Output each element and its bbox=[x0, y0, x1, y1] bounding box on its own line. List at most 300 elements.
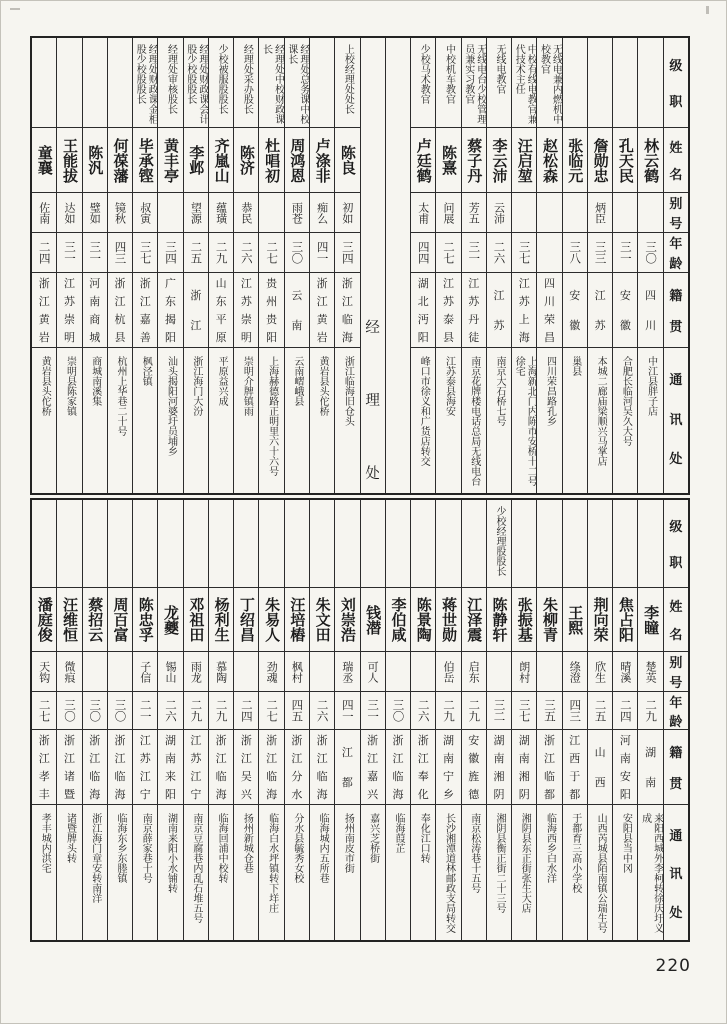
age-cell: 二五 bbox=[588, 692, 612, 730]
address-cell: 云南嶍峨县 bbox=[291, 356, 303, 406]
address-cell: 上海新北门内陈市安桥十二号徐宅 bbox=[513, 356, 537, 486]
rank-cell bbox=[537, 500, 561, 588]
alias-cell bbox=[411, 652, 435, 692]
name-cell: 卢涤非 bbox=[310, 128, 334, 193]
alias-cell: 绦澄 bbox=[563, 652, 587, 692]
alias-cell: 子信 bbox=[133, 652, 157, 692]
origin-cell: 浙 江 诸 暨 bbox=[57, 730, 81, 805]
name-cell: 陈静轩 bbox=[487, 588, 511, 652]
name-cell: 毕承铿 bbox=[133, 128, 157, 193]
person-column bbox=[563, 38, 588, 493]
rank-cell: 少校被服股股长 bbox=[209, 38, 233, 128]
name-cell: 童襄 bbox=[32, 128, 56, 193]
name-cell: 赵松森 bbox=[537, 128, 561, 193]
age-cell: 二七 bbox=[259, 233, 283, 273]
name-cell: 蔡子丹 bbox=[462, 128, 486, 193]
person-column bbox=[158, 38, 183, 493]
person-column bbox=[259, 38, 284, 493]
address-cell: 扬州南皮市街 bbox=[342, 813, 354, 873]
person-column bbox=[436, 38, 461, 493]
address-cell: 临海东乡东塍镇 bbox=[115, 813, 127, 883]
address-cell: 南京花牌楼电话总局无线电台 bbox=[468, 356, 480, 486]
alias-cell bbox=[83, 652, 107, 692]
address-cell: 黄岩县头佗桥 bbox=[317, 356, 329, 416]
person-column bbox=[613, 500, 638, 940]
name-cell: 王能拔 bbox=[57, 128, 81, 193]
person-column bbox=[285, 500, 310, 940]
name-cell: 杜唱初 bbox=[259, 128, 283, 193]
rank-cell bbox=[234, 500, 258, 588]
alias-cell: 可人 bbox=[361, 652, 385, 692]
origin-cell: 浙 江 黄 岩 bbox=[32, 273, 56, 348]
address-cell: 崇明介牌镇雨 bbox=[241, 356, 253, 416]
age-cell: 二九 bbox=[209, 233, 233, 273]
spacer-column bbox=[386, 38, 411, 493]
person-column bbox=[108, 38, 133, 493]
name-cell: 卢廷鹤 bbox=[411, 128, 435, 193]
origin-cell: 江 都 bbox=[335, 730, 359, 805]
address-cell: 临海西乡白水洋 bbox=[544, 813, 556, 883]
address-cell: 浙江临海旧仓头 bbox=[342, 356, 354, 426]
origin-cell: 河 南 安 阳 bbox=[613, 730, 637, 805]
name-cell: 朱易人 bbox=[259, 588, 283, 652]
header-label-cell: 通 讯 处 bbox=[669, 828, 683, 921]
name-cell: 汪培樁 bbox=[285, 588, 309, 652]
alias-cell: 太甫 bbox=[411, 193, 435, 233]
alias-cell bbox=[158, 193, 182, 233]
rank-cell bbox=[32, 38, 56, 128]
address-cell: 嘉兴芝桥街 bbox=[367, 813, 379, 863]
name-cell: 钱潜 bbox=[361, 588, 385, 652]
person-column bbox=[209, 38, 234, 493]
rank-cell: 经理处采办股长 bbox=[234, 38, 258, 128]
header-label-cell: 年 龄 bbox=[664, 692, 688, 730]
rank-cell bbox=[563, 38, 587, 128]
alias-cell: 瑞丞 bbox=[335, 652, 359, 692]
rank-cell: 中校有线电教官兼代技术主任 bbox=[512, 38, 536, 128]
name-cell: 蒋世勋 bbox=[436, 588, 460, 652]
address-cell: 南京松涛巷十五号 bbox=[468, 813, 480, 893]
person-column bbox=[184, 500, 209, 940]
person-column bbox=[487, 500, 512, 940]
rank-cell: 无线电兼内燃机中校教官 bbox=[537, 38, 561, 128]
alias-cell bbox=[487, 652, 511, 692]
alias-cell: 启东 bbox=[462, 652, 486, 692]
person-column bbox=[83, 38, 108, 493]
origin-cell: 江 西 于 都 bbox=[563, 730, 587, 805]
origin-cell: 山 东 平 原 bbox=[209, 273, 233, 348]
person-column bbox=[83, 500, 108, 940]
name-cell: 陈济 bbox=[234, 128, 258, 193]
origin-cell: 浙 江 奉 化 bbox=[411, 730, 435, 805]
origin-cell: 江 苏 江 宁 bbox=[133, 730, 157, 805]
name-cell: 孔天民 bbox=[613, 128, 637, 193]
alias-cell bbox=[563, 193, 587, 233]
rank-cell: 经理处财政课金柜股少校股股长 bbox=[133, 38, 157, 128]
address-cell: 浙江海门章安转南洋 bbox=[89, 813, 101, 903]
person-column bbox=[209, 500, 234, 940]
roster-table-top bbox=[30, 36, 690, 495]
rank-cell bbox=[133, 500, 157, 588]
alias-cell: 蕴璜 bbox=[209, 193, 233, 233]
origin-cell: 浙 江 临 海 bbox=[108, 730, 132, 805]
person-column bbox=[133, 500, 158, 940]
page-number: 220 bbox=[655, 956, 691, 976]
name-cell: 陈忠孚 bbox=[133, 588, 157, 652]
person-column bbox=[563, 500, 588, 940]
person-column bbox=[386, 500, 411, 940]
header-label-cell: 籍 贯 bbox=[664, 730, 688, 805]
header-label-cell: 籍 贯 bbox=[664, 273, 688, 348]
address-cell: 南京豆腐巷内乱石堆五号 bbox=[190, 813, 202, 923]
rank-cell bbox=[613, 500, 637, 588]
scan-artifact bbox=[706, 6, 709, 14]
alias-cell: 欣生 bbox=[588, 652, 612, 692]
origin-cell: 浙 江 临 海 bbox=[310, 730, 334, 805]
name-cell: 陈熹 bbox=[436, 128, 460, 193]
rank-cell bbox=[184, 500, 208, 588]
alias-cell: 枫村 bbox=[285, 652, 309, 692]
name-cell: 林云鹤 bbox=[638, 128, 662, 193]
age-cell: 二九 bbox=[638, 692, 662, 730]
person-column bbox=[537, 38, 562, 493]
address-cell: 山西芮城县陌南镇公瑞生号 bbox=[595, 813, 607, 933]
name-cell: 黄丰亭 bbox=[158, 128, 182, 193]
age-cell: 二六 bbox=[411, 692, 435, 730]
name-cell: 江泽震 bbox=[462, 588, 486, 652]
origin-cell: 江 苏 崇 明 bbox=[234, 273, 258, 348]
rank-cell bbox=[512, 500, 536, 588]
origin-cell: 浙 江 黄 岩 bbox=[310, 273, 334, 348]
age-cell: 三一 bbox=[83, 233, 107, 273]
rank-cell bbox=[436, 500, 460, 588]
origin-cell: 四 川 荣 昌 bbox=[537, 273, 561, 348]
age-cell: 二六 bbox=[487, 233, 511, 273]
address-cell: 商城南溪集 bbox=[89, 356, 101, 406]
person-column bbox=[285, 38, 310, 493]
origin-cell: 湖 南 湘 阴 bbox=[512, 730, 536, 805]
age-cell: 三一 bbox=[361, 692, 385, 730]
alias-cell bbox=[613, 193, 637, 233]
age-cell: 三〇 bbox=[386, 692, 410, 730]
alias-cell: 雨龙 bbox=[184, 652, 208, 692]
rank-cell bbox=[32, 500, 56, 588]
age-cell: 四一 bbox=[335, 692, 359, 730]
age-cell: 二九 bbox=[436, 692, 460, 730]
person-column bbox=[588, 38, 613, 493]
origin-cell: 江 苏 bbox=[487, 273, 511, 348]
person-column bbox=[588, 500, 613, 940]
alias-cell bbox=[310, 652, 334, 692]
alias-cell: 天钩 bbox=[32, 652, 56, 692]
origin-cell: 浙 江 嘉 兴 bbox=[361, 730, 385, 805]
person-column bbox=[108, 500, 133, 940]
rank-cell bbox=[83, 38, 107, 128]
age-cell: 二六 bbox=[310, 692, 334, 730]
rank-cell bbox=[57, 38, 81, 128]
origin-cell: 贵 州 贵 阳 bbox=[259, 273, 283, 348]
rank-cell bbox=[108, 38, 132, 128]
age-cell: 二四 bbox=[32, 233, 56, 273]
age-cell: 四三 bbox=[563, 692, 587, 730]
origin-cell: 湖 南 bbox=[638, 730, 662, 805]
rank-cell bbox=[361, 500, 385, 588]
name-cell: 蔡招云 bbox=[83, 588, 107, 652]
header-column bbox=[664, 500, 688, 940]
rank-cell: 经理处总务课中校课长 bbox=[285, 38, 309, 128]
origin-cell: 浙 江 吴 兴 bbox=[234, 730, 258, 805]
rank-cell: 无线电教官 bbox=[487, 38, 511, 128]
alias-cell: 望源 bbox=[184, 193, 208, 233]
age-cell: 二五 bbox=[184, 233, 208, 273]
age-cell: 三〇 bbox=[285, 233, 309, 273]
name-cell: 齐嵐山 bbox=[209, 128, 233, 193]
origin-cell: 江 苏 崇 明 bbox=[57, 273, 81, 348]
rank-cell bbox=[613, 38, 637, 128]
name-cell: 邓祖田 bbox=[184, 588, 208, 652]
address-cell: 临海白水坪镇转下垟庄 bbox=[266, 813, 278, 913]
address-cell: 黄岩县头佗桥 bbox=[39, 356, 51, 416]
origin-cell: 浙 江 孝 丰 bbox=[32, 730, 56, 805]
rank-cell: 经理处财政课会计股少校股股长 bbox=[184, 38, 208, 128]
person-column bbox=[638, 38, 663, 493]
address-cell: 江苏泰县海安 bbox=[443, 356, 455, 416]
rank-cell bbox=[158, 500, 182, 588]
age-cell: 三八 bbox=[563, 233, 587, 273]
origin-cell: 浙 江 临 都 bbox=[537, 730, 561, 805]
rank-cell: 经理处中校财政课长 bbox=[259, 38, 283, 128]
address-cell: 安阳县当中冈 bbox=[620, 813, 632, 873]
address-cell: 临海葭芷 bbox=[392, 813, 404, 853]
origin-cell: 安 徽 旌 德 bbox=[462, 730, 486, 805]
header-label-cell: 级 职 bbox=[664, 38, 688, 128]
rank-cell: 上校经理处处长 bbox=[335, 38, 359, 128]
name-cell: 张振基 bbox=[512, 588, 536, 652]
address-cell: 诸暨牌头转 bbox=[64, 813, 76, 863]
person-column bbox=[184, 38, 209, 493]
rank-cell bbox=[462, 500, 486, 588]
age-cell: 三〇 bbox=[83, 692, 107, 730]
alias-cell: 炳臣 bbox=[588, 193, 612, 233]
rank-cell bbox=[83, 500, 107, 588]
origin-cell: 湖 南 宁 乡 bbox=[436, 730, 460, 805]
person-column bbox=[310, 38, 335, 493]
origin-cell: 浙 江 临 海 bbox=[209, 730, 233, 805]
person-column bbox=[613, 38, 638, 493]
person-column bbox=[537, 500, 562, 940]
age-cell: 三二 bbox=[487, 692, 511, 730]
name-cell: 王熙 bbox=[563, 588, 587, 652]
name-cell: 周百富 bbox=[108, 588, 132, 652]
alias-cell bbox=[108, 652, 132, 692]
origin-cell: 浙 江 临 海 bbox=[335, 273, 359, 348]
age-cell: 三七 bbox=[133, 233, 157, 273]
origin-cell: 江 苏 bbox=[588, 273, 612, 348]
name-cell: 龙夔 bbox=[158, 588, 182, 652]
address-cell: 分水县毓秀女校 bbox=[291, 813, 303, 883]
age-cell: 三一 bbox=[57, 233, 81, 273]
address-cell: 临海回浦中校转 bbox=[216, 813, 228, 883]
person-column bbox=[335, 500, 360, 940]
section-column bbox=[361, 38, 386, 493]
age-cell: 三〇 bbox=[57, 692, 81, 730]
origin-cell: 浙 江 临 海 bbox=[259, 730, 283, 805]
person-column bbox=[335, 38, 360, 493]
alias-cell: 锡山 bbox=[158, 652, 182, 692]
address-cell: 南京薛家巷十号 bbox=[140, 813, 152, 883]
alias-cell bbox=[234, 652, 258, 692]
person-column bbox=[638, 500, 663, 940]
address-cell: 崇明县陈家镇 bbox=[64, 356, 76, 416]
header-label-cell: 别 号 bbox=[664, 193, 688, 233]
rank-cell bbox=[310, 500, 334, 588]
age-cell: 四五 bbox=[285, 692, 309, 730]
person-column bbox=[234, 38, 259, 493]
person-column bbox=[361, 500, 386, 940]
name-cell: 杨利生 bbox=[209, 588, 233, 652]
address-cell: 来阳西城外李柯转徐庆圩义成 bbox=[639, 813, 663, 933]
origin-cell: 安 徽 bbox=[613, 273, 637, 348]
header-label-cell: 通 讯 处 bbox=[669, 372, 683, 468]
alias-cell: 慕陶 bbox=[209, 652, 233, 692]
person-column bbox=[57, 38, 82, 493]
origin-cell: 浙 江 分 水 bbox=[285, 730, 309, 805]
rank-cell bbox=[335, 500, 359, 588]
alias-cell: 芳五 bbox=[462, 193, 486, 233]
alias-cell: 镜秋 bbox=[108, 193, 132, 233]
alias-cell: 璧如 bbox=[83, 193, 107, 233]
name-cell: 汪启堃 bbox=[512, 128, 536, 193]
alias-cell bbox=[386, 652, 410, 692]
origin-cell: 湖 南 来 阳 bbox=[158, 730, 182, 805]
alias-cell: 朗村 bbox=[512, 652, 536, 692]
address-cell: 浙江海门大汾 bbox=[190, 356, 202, 416]
rank-cell bbox=[57, 500, 81, 588]
alias-cell: 初如 bbox=[335, 193, 359, 233]
origin-cell: 四 川 bbox=[638, 273, 662, 348]
age-cell: 二六 bbox=[158, 692, 182, 730]
alias-cell: 恭民 bbox=[234, 193, 258, 233]
roster-table-bottom bbox=[30, 498, 690, 942]
person-column bbox=[512, 500, 537, 940]
section-label-cell: 经 理 处 bbox=[365, 320, 380, 482]
rank-cell: 少校经理股股长 bbox=[487, 500, 511, 588]
address-cell: 巢县 bbox=[569, 356, 581, 376]
origin-cell: 江 苏 丹 徒 bbox=[462, 273, 486, 348]
name-cell: 朱文田 bbox=[310, 588, 334, 652]
address-cell: 中江县胖子店 bbox=[645, 356, 657, 416]
origin-cell: 安 徽 bbox=[563, 273, 587, 348]
name-cell: 潘庭俊 bbox=[32, 588, 56, 652]
address-cell: 湘阴县东正街张生大店 bbox=[519, 813, 531, 913]
origin-cell: 江 苏 泰 县 bbox=[436, 273, 460, 348]
origin-cell: 江 苏 江 宁 bbox=[184, 730, 208, 805]
header-label-cell: 姓 名 bbox=[664, 588, 688, 652]
rank-cell bbox=[108, 500, 132, 588]
origin-cell: 浙 江 临 海 bbox=[386, 730, 410, 805]
age-cell: 三〇 bbox=[638, 233, 662, 273]
rank-cell bbox=[638, 38, 662, 128]
age-cell: 二七 bbox=[436, 233, 460, 273]
age-cell: 三三 bbox=[588, 233, 612, 273]
person-column bbox=[32, 500, 57, 940]
origin-cell: 浙 江 bbox=[184, 273, 208, 348]
name-cell: 詹勋忠 bbox=[588, 128, 612, 193]
rank-cell bbox=[285, 500, 309, 588]
name-cell: 李瞳 bbox=[638, 588, 662, 652]
origin-cell: 浙 江 杭 县 bbox=[108, 273, 132, 348]
name-cell: 陈汎 bbox=[83, 128, 107, 193]
age-cell: 二四 bbox=[234, 692, 258, 730]
name-cell: 李邺 bbox=[184, 128, 208, 193]
age-cell: 四三 bbox=[108, 233, 132, 273]
age-cell: 二九 bbox=[462, 692, 486, 730]
name-cell: 焦占阳 bbox=[613, 588, 637, 652]
address-cell: 于都育三高小学校 bbox=[569, 813, 581, 893]
alias-cell: 楚英 bbox=[638, 652, 662, 692]
name-cell: 刘崇浩 bbox=[335, 588, 359, 652]
address-cell: 孝丰城内洪宅 bbox=[39, 813, 51, 873]
age-cell: 三一 bbox=[613, 233, 637, 273]
alias-cell bbox=[512, 193, 536, 233]
name-cell: 李伯咸 bbox=[386, 588, 410, 652]
age-cell: 二七 bbox=[32, 692, 56, 730]
age-cell: 二九 bbox=[209, 692, 233, 730]
address-cell: 汕头揭阳河婆圩员埔乡 bbox=[165, 356, 177, 456]
age-cell: 四四 bbox=[411, 233, 435, 273]
alias-cell: 晴溪 bbox=[613, 652, 637, 692]
rank-cell bbox=[310, 38, 334, 128]
person-column bbox=[411, 500, 436, 940]
name-cell: 陈景陶 bbox=[411, 588, 435, 652]
person-column bbox=[462, 38, 487, 493]
address-cell: 四川荣昌路孔乡 bbox=[544, 356, 556, 426]
address-cell: 峰口市徐义和广货店转交 bbox=[418, 356, 430, 466]
rank-cell bbox=[209, 500, 233, 588]
header-label-cell: 别 号 bbox=[664, 652, 688, 692]
person-column bbox=[487, 38, 512, 493]
origin-cell: 江 苏 上 海 bbox=[512, 273, 536, 348]
address-cell: 上海赫德路正明里六十六号 bbox=[266, 356, 278, 476]
person-column bbox=[411, 38, 436, 493]
person-column bbox=[310, 500, 335, 940]
age-cell: 三一 bbox=[462, 233, 486, 273]
origin-cell: 河 南 商 城 bbox=[83, 273, 107, 348]
age-cell: 二四 bbox=[613, 692, 637, 730]
age-cell: 三〇 bbox=[108, 692, 132, 730]
origin-cell: 浙 江 临 海 bbox=[83, 730, 107, 805]
alias-cell: 达如 bbox=[57, 193, 81, 233]
origin-cell: 湖 北 沔 阳 bbox=[411, 273, 435, 348]
name-cell: 陈良 bbox=[335, 128, 359, 193]
person-column bbox=[512, 38, 537, 493]
age-cell: 二六 bbox=[234, 233, 258, 273]
alias-cell: 佐南 bbox=[32, 193, 56, 233]
header-label-cell: 年 龄 bbox=[664, 233, 688, 273]
name-cell: 周鸿恩 bbox=[285, 128, 309, 193]
header-label-cell: 级 职 bbox=[664, 500, 688, 588]
person-column bbox=[259, 500, 284, 940]
age-cell: 二七 bbox=[259, 692, 283, 730]
address-cell: 临海城内五所巷 bbox=[317, 813, 329, 883]
age-cell: 四一 bbox=[310, 233, 334, 273]
address-cell: 扬州新城仓巷 bbox=[241, 813, 253, 873]
rank-cell: 中校机车教官 bbox=[436, 38, 460, 128]
alias-cell: 伯岳 bbox=[436, 652, 460, 692]
age-cell: 二一 bbox=[133, 692, 157, 730]
rank-cell bbox=[411, 500, 435, 588]
age-cell: 三五 bbox=[537, 692, 561, 730]
